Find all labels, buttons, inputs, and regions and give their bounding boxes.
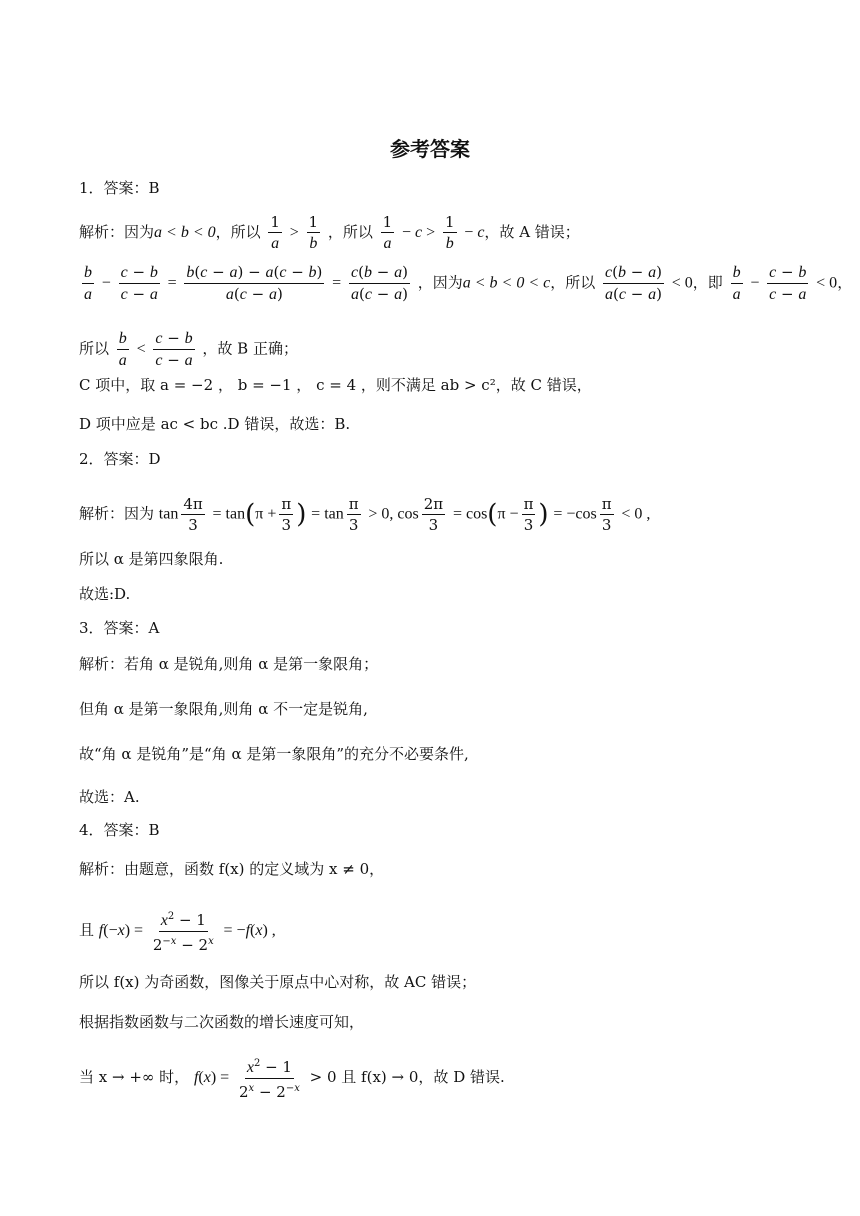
fraction: $\frac{c(b - a)}{a(c - a)}$: [350, 263, 408, 303]
fraction: $\frac{\pi}{3}$: [601, 495, 612, 534]
q1-explanation-line3: 所以 $\frac{b}{a}$ < $\frac{c - b}{c - a}$ ，故 B 正确；: [79, 329, 298, 369]
page-title: 参考答案: [390, 137, 470, 161]
q4-explanation-line2: 且 f(−x) = $\frac{x^2 - 1}{2^{-x} - 2^x}$ = −f(x) ,: [79, 907, 276, 955]
q1-option-c: C 项中，取 a = −2 ， b = −1 ， c = 4 ，则不满足 ab > c²，故 C 错误，: [79, 376, 592, 394]
q3-explanation-line2: 但角 α 是第一象限角,则角 α 不一定是锐角,: [79, 700, 368, 718]
q1-option-d: D 项中应是 ac < bc .D 错误，故选：B.: [79, 415, 351, 433]
fraction: $\frac{\pi}{3}$: [281, 495, 292, 534]
fraction: $\frac{c - b}{c - a}$: [155, 329, 193, 369]
fraction: $\frac{c(b - a)}{a(c - a)}$: [605, 263, 662, 303]
q3-answer: 3．答案：A: [79, 619, 160, 637]
fraction: $\frac{c - b}{c - a}$: [120, 263, 158, 303]
fraction: $\frac{1}{b}$: [444, 213, 455, 252]
fraction: $\frac{2\pi}{3}$: [423, 495, 444, 534]
fraction: $\frac{1}{b}$: [308, 213, 319, 252]
fraction: $\frac{b}{a}$: [732, 264, 741, 303]
q2-choose: 故选:D.: [79, 585, 131, 603]
q4-explanation-line4: 根据指数函数与二次函数的增长速度可知，: [79, 1013, 365, 1031]
q4-explanation-line3: 所以 f(x) 为奇函数，图像关于原点中心对称，故 AC 错误；: [79, 973, 477, 991]
q3-choose: 故选：A.: [79, 788, 140, 806]
fraction: $\frac{c - b}{c - a}$: [769, 263, 807, 303]
q2-answer: 2．答案：D: [79, 450, 161, 468]
fraction: $\frac{\pi}{3}$: [348, 495, 359, 534]
q2-explanation-line1: 解析：因为 tan $\frac{4\pi}{3}$ = tan(π + $\frac{\pi}{3}$ ) = tan $\frac{\pi}{3}$ > 0, cos $\frac{2\pi}{3}$ = cos(π − $\frac{\pi}{3}$ ) = −cos $\frac{\pi}{3}$ < 0 ,: [79, 495, 651, 534]
fraction: $\frac{1}{a}$: [382, 213, 393, 252]
q3-explanation-line1: 解析：若角 α 是锐角,则角 α 是第一象限角；: [79, 655, 379, 673]
q1-answer: 1．答案：B: [79, 179, 160, 197]
q4-answer: 4．答案：B: [79, 821, 160, 839]
q4-explanation-line5: 当 x → +∞ 时， f(x) = $\frac{x^2 - 1}{2^x - 2^{-x}}$ > 0 且 f(x) → 0，故 D 错误.: [79, 1054, 505, 1102]
fraction: $\frac{b(c - a) - a(c - b)}{a(c - a)}$: [186, 263, 323, 303]
q1-explanation-line1: 解析：因为a < b < 0，所以 $\frac{1}{a}$ > $\frac{1}{b}$ ，所以 $\frac{1}{a}$ − c > $\frac{1}{b}$ − c，故 A 错误；: [79, 213, 580, 252]
q2-conclusion: 所以 α 是第四象限角.: [79, 550, 224, 568]
q1-explanation-line2: $\frac{b}{a}$ − $\frac{c - b}{c - a}$ = $\frac{b(c - a) - a(c - b)}{a(c - a)}$ = $\frac{c(b - a)}{a(c - a)}$ ，因为a < b < 0 < c，所以 $\frac{c(b - a)}{a(c - a)}$ < 0，即 $\frac{b}{a}$ − $\frac{c - b}{c - a}$ < 0，: [84, 263, 853, 303]
fraction: $\frac{b}{a}$: [118, 330, 127, 369]
q3-explanation-line3: 故“角 α 是锐角”是“角 α 是第一象限角”的充分不必要条件,: [79, 745, 469, 763]
fraction: $\frac{\pi}{3}$: [523, 495, 534, 534]
fraction: $\frac{1}{a}$: [270, 213, 280, 252]
fraction: $\frac{x^2 - 1}{2^x - 2^{-x}}$: [237, 1054, 302, 1102]
q4-explanation-line1: 解析：由题意，函数 f(x) 的定义域为 x ≠ 0，: [79, 860, 385, 878]
fraction: $\frac{b}{a}$: [84, 264, 92, 303]
fraction: $\frac{4\pi}{3}$: [183, 495, 203, 534]
fraction: $\frac{x^2 - 1}{2^{-x} - 2^x}$: [151, 907, 216, 955]
